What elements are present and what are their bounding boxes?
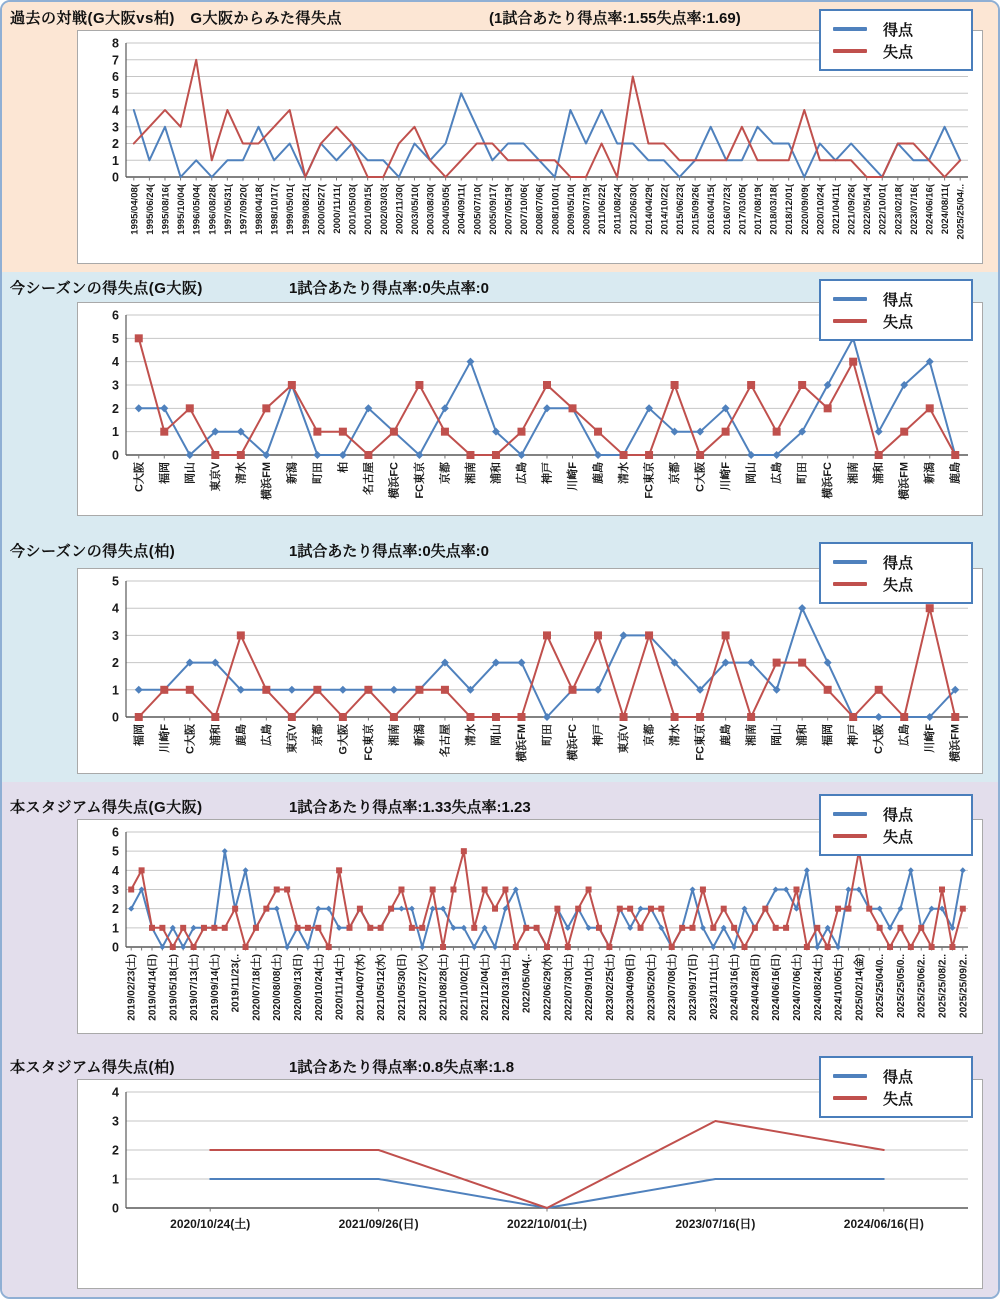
- svg-text:G大阪: G大阪: [337, 724, 350, 755]
- svg-text:2021/10/02(土): 2021/10/02(土): [459, 954, 471, 1021]
- legend-label-conceded: 失点: [883, 43, 914, 61]
- legend-item-scored: [833, 551, 961, 573]
- svg-text:2023/07/16(日): 2023/07/16(日): [675, 1217, 756, 1231]
- svg-text:2019/11/23(..: 2019/11/23(..: [230, 954, 242, 1013]
- svg-text:1: 1: [112, 921, 119, 936]
- svg-text:2022/10/01(土): 2022/10/01(土): [506, 1217, 588, 1231]
- svg-text:1: 1: [112, 683, 119, 698]
- svg-text:名古屋: 名古屋: [362, 462, 375, 495]
- svg-text:1999/05/01(: 1999/05/01(: [285, 184, 297, 235]
- svg-text:2024/08/11(: 2024/08/11(: [940, 184, 952, 235]
- legend: [819, 9, 973, 71]
- svg-text:2020/09/09(: 2020/09/09(: [799, 184, 811, 235]
- svg-text:2001/05/03(: 2001/05/03(: [347, 184, 359, 235]
- chart-title: 本スタジアム得失点(G大阪): [10, 799, 203, 816]
- svg-text:2004/09/11(: 2004/09/11(: [456, 184, 468, 235]
- svg-text:2025/25/05/0..: 2025/25/05/0..: [895, 954, 907, 1018]
- section-season-gosaka: [2, 272, 998, 524]
- svg-text:2014/04/29(: 2014/04/29(: [643, 184, 655, 235]
- svg-text:4: 4: [112, 355, 119, 370]
- svg-text:清水: 清水: [235, 462, 248, 484]
- legend-label-conceded: 失点: [883, 828, 914, 846]
- svg-text:清水: 清水: [464, 724, 477, 746]
- svg-text:2011/06/22(: 2011/06/22(: [597, 184, 609, 235]
- svg-text:2005/09/17(: 2005/09/17(: [487, 184, 499, 235]
- svg-text:2020/10/24(土): 2020/10/24(土): [313, 954, 325, 1021]
- svg-text:C大阪: C大阪: [873, 724, 886, 754]
- svg-text:岡山: 岡山: [184, 462, 197, 484]
- legend: [819, 542, 973, 604]
- svg-text:湘南: 湘南: [464, 462, 477, 484]
- svg-text:川崎F: 川崎F: [567, 462, 580, 491]
- svg-text:2024/10/05(土): 2024/10/05(土): [833, 954, 845, 1021]
- svg-text:2000/05/27(: 2000/05/27(: [316, 184, 328, 235]
- svg-text:2019/02/23(土): 2019/02/23(土): [126, 954, 138, 1021]
- svg-text:町田: 町田: [796, 462, 809, 484]
- svg-text:新潟: 新潟: [413, 724, 426, 746]
- svg-text:2017/03/05(: 2017/03/05(: [737, 184, 749, 235]
- svg-text:4: 4: [112, 1085, 119, 1100]
- svg-text:2007/10/06(: 2007/10/06(: [519, 184, 531, 235]
- svg-text:2015/06/23(: 2015/06/23(: [675, 184, 687, 235]
- svg-text:2003/05/10(: 2003/05/10(: [409, 184, 421, 235]
- svg-text:2021/05/30(日): 2021/05/30(日): [396, 954, 408, 1021]
- svg-text:1995/06/24(: 1995/06/24(: [144, 184, 156, 235]
- svg-text:2025/02/14(金): 2025/02/14(金): [854, 954, 866, 1021]
- chart-title: 今シーズンの得失点(G大阪): [10, 280, 203, 297]
- svg-text:2025/25/06/2..: 2025/25/06/2..: [916, 954, 928, 1018]
- svg-text:2000/11/11(: 2000/11/11(: [332, 184, 343, 234]
- legend-label-scored: 得点: [883, 806, 914, 824]
- svg-text:京都: 京都: [669, 462, 682, 484]
- svg-text:2022/03/19(土): 2022/03/19(土): [500, 954, 512, 1021]
- scored-line-swatch: [833, 812, 867, 816]
- svg-text:2014/10/22(: 2014/10/22(: [659, 184, 671, 235]
- section-season-kashiwa: [2, 524, 998, 782]
- svg-text:FC東京: FC東京: [362, 724, 375, 761]
- svg-text:2004/05/05(: 2004/05/05(: [441, 184, 453, 235]
- svg-text:2018/12/01(: 2018/12/01(: [784, 184, 796, 235]
- chart-title: 過去の対戦(G大阪vs柏) G大阪からみた得失点: [10, 10, 343, 27]
- svg-text:3: 3: [112, 883, 119, 897]
- legend-item-conceded: [833, 310, 961, 332]
- scored-line-swatch: [833, 1074, 867, 1078]
- svg-text:2020/07/18(土): 2020/07/18(土): [251, 954, 263, 1021]
- svg-text:2002/11/30(: 2002/11/30(: [394, 184, 406, 235]
- conceded-line-swatch: [833, 319, 867, 323]
- svg-text:0: 0: [112, 940, 119, 955]
- svg-text:2016/04/15(: 2016/04/15(: [706, 184, 718, 235]
- svg-text:2016/07/23(: 2016/07/23(: [721, 184, 733, 235]
- legend-item-scored: [833, 1065, 961, 1087]
- svg-text:FC東京: FC東京: [413, 462, 426, 499]
- section-past-matches: [2, 2, 998, 272]
- svg-text:2024/08/24(土): 2024/08/24(土): [812, 954, 824, 1021]
- svg-text:2008/07/06(: 2008/07/06(: [534, 184, 546, 235]
- legend: [819, 279, 973, 341]
- svg-text:0: 0: [112, 448, 119, 463]
- legend-item-conceded: [833, 825, 961, 847]
- svg-text:3: 3: [112, 628, 119, 643]
- scored-line-swatch: [833, 560, 867, 564]
- svg-text:2022/07/30(土): 2022/07/30(土): [563, 954, 575, 1021]
- svg-text:2021/04/07(水): 2021/04/07(水): [355, 954, 367, 1021]
- svg-text:2025/25/04/..: 2025/25/04/..: [955, 184, 967, 240]
- svg-text:広島: 広島: [898, 724, 911, 746]
- svg-text:横浜FM: 横浜FM: [515, 724, 528, 762]
- svg-text:横浜FM: 横浜FM: [949, 724, 962, 762]
- svg-text:2023/11/11(土): 2023/11/11(土): [708, 954, 720, 1020]
- legend-label-conceded: 失点: [883, 313, 914, 331]
- svg-text:2022/06/29(水): 2022/06/29(水): [542, 954, 554, 1021]
- svg-text:2022/05/04(..: 2022/05/04(..: [521, 954, 533, 1013]
- svg-text:鹿島: 鹿島: [592, 462, 605, 484]
- svg-text:2: 2: [112, 137, 119, 151]
- conceded-line-swatch: [833, 49, 867, 53]
- svg-text:2022/09/10(土): 2022/09/10(土): [584, 954, 596, 1021]
- svg-text:浦和: 浦和: [490, 462, 503, 484]
- svg-text:2020/09/13(日): 2020/09/13(日): [293, 954, 305, 1021]
- svg-text:湘南: 湘南: [745, 724, 758, 746]
- svg-text:1997/09/20(: 1997/09/20(: [238, 184, 250, 235]
- svg-text:2: 2: [112, 902, 119, 917]
- svg-text:C大阪: C大阪: [184, 724, 197, 754]
- svg-text:8: 8: [112, 36, 119, 51]
- svg-text:2023/02/25(土): 2023/02/25(土): [604, 954, 616, 1021]
- svg-text:2022/05/14(: 2022/05/14(: [862, 184, 874, 235]
- svg-text:2017/08/19(: 2017/08/19(: [753, 184, 764, 235]
- legend-item-conceded: [833, 40, 961, 62]
- svg-text:0: 0: [112, 710, 119, 725]
- svg-text:横浜FM: 横浜FM: [260, 462, 273, 500]
- svg-text:京都: 京都: [643, 724, 656, 746]
- svg-text:3: 3: [112, 120, 119, 135]
- svg-text:2023/04/09(日): 2023/04/09(日): [625, 954, 637, 1021]
- svg-text:福岡: 福岡: [133, 724, 146, 746]
- svg-text:新潟: 新潟: [924, 462, 937, 484]
- svg-text:2: 2: [112, 1143, 119, 1158]
- svg-text:C大阪: C大阪: [133, 462, 146, 492]
- svg-text:湘南: 湘南: [847, 462, 860, 484]
- svg-text:1996/05/04(: 1996/05/04(: [191, 184, 203, 235]
- svg-text:2021/09/26(日): 2021/09/26(日): [338, 1217, 419, 1231]
- svg-text:岡山: 岡山: [771, 724, 784, 746]
- scored-line-swatch: [833, 27, 867, 31]
- svg-text:2020/10/24(: 2020/10/24(: [815, 184, 827, 235]
- rate-text: 1試合あたり得点率:0失点率:0: [289, 543, 490, 560]
- svg-text:2005/07/10(: 2005/07/10(: [472, 184, 484, 235]
- scored-line-swatch: [833, 297, 867, 301]
- svg-text:5: 5: [112, 574, 119, 589]
- svg-text:神戸: 神戸: [541, 462, 554, 484]
- svg-text:FC東京: FC東京: [643, 462, 656, 499]
- svg-text:2023/02/18(: 2023/02/18(: [893, 184, 905, 235]
- svg-text:4: 4: [112, 601, 119, 616]
- svg-text:鹿島: 鹿島: [720, 724, 733, 746]
- conceded-line-swatch: [833, 582, 867, 586]
- svg-text:2007/05/19(: 2007/05/19(: [503, 184, 515, 235]
- svg-text:岡山: 岡山: [745, 462, 758, 484]
- rate-text: 1試合あたり得点率:0失点率:0: [289, 280, 490, 297]
- svg-text:2020/11/14(土): 2020/11/14(土): [334, 954, 346, 1021]
- svg-text:2018/03/18(: 2018/03/18(: [768, 184, 780, 235]
- svg-text:2023/05/20(土): 2023/05/20(土): [646, 954, 658, 1021]
- svg-text:柏: 柏: [337, 462, 350, 473]
- svg-text:2021/04/11(: 2021/04/11(: [830, 184, 842, 235]
- svg-text:2015/09/26(: 2015/09/26(: [690, 184, 702, 235]
- legend: [819, 1056, 973, 1118]
- legend-label-conceded: 失点: [883, 576, 914, 594]
- svg-text:1: 1: [112, 1172, 119, 1187]
- svg-text:2021/05/12(水): 2021/05/12(水): [376, 954, 388, 1021]
- svg-text:浦和: 浦和: [796, 724, 809, 746]
- svg-text:浦和: 浦和: [209, 724, 222, 746]
- svg-text:1998/10/17(: 1998/10/17(: [269, 184, 281, 235]
- svg-text:2019/04/14(日): 2019/04/14(日): [147, 954, 159, 1021]
- svg-text:2024/06/16(日): 2024/06/16(日): [843, 1217, 924, 1231]
- svg-text:2023/07/16(: 2023/07/16(: [908, 184, 920, 235]
- svg-text:2023/07/08(土): 2023/07/08(土): [667, 954, 679, 1021]
- svg-text:2021/09/26(: 2021/09/26(: [846, 184, 858, 235]
- svg-text:1: 1: [112, 153, 119, 168]
- svg-text:2009/05/10(: 2009/05/10(: [565, 184, 577, 235]
- svg-text:新潟: 新潟: [286, 462, 299, 484]
- svg-text:2024/04/28(日): 2024/04/28(日): [750, 954, 762, 1021]
- legend-label-scored: 得点: [883, 21, 914, 39]
- svg-text:京都: 京都: [439, 462, 452, 484]
- svg-text:2025/25/09/2..: 2025/25/09/2..: [958, 954, 970, 1018]
- legend-item-scored: [833, 803, 961, 825]
- svg-text:鹿島: 鹿島: [949, 462, 962, 484]
- svg-text:鹿島: 鹿島: [235, 724, 248, 746]
- svg-text:6: 6: [112, 70, 119, 84]
- svg-text:広島: 広島: [771, 462, 784, 484]
- svg-text:2: 2: [112, 656, 119, 671]
- conceded-line-swatch: [833, 834, 867, 838]
- legend-item-conceded: [833, 573, 961, 595]
- svg-text:5: 5: [112, 86, 119, 101]
- legend-label-scored: 得点: [883, 554, 914, 572]
- svg-text:2003/08/30(: 2003/08/30(: [425, 184, 437, 235]
- legend-label-scored: 得点: [883, 291, 914, 309]
- svg-text:3: 3: [112, 378, 119, 393]
- svg-text:2019/07/13(土): 2019/07/13(土): [189, 954, 201, 1021]
- svg-text:1998/04/18(: 1998/04/18(: [254, 184, 266, 235]
- svg-text:東京V: 東京V: [209, 462, 222, 492]
- svg-text:7: 7: [112, 53, 119, 68]
- svg-text:福岡: 福岡: [158, 462, 171, 484]
- svg-text:川崎F: 川崎F: [924, 724, 937, 753]
- section-stadium-kashiwa: [2, 1042, 998, 1297]
- svg-text:2009/07/19(: 2009/07/19(: [581, 184, 593, 235]
- svg-text:2022/10/01(: 2022/10/01(: [877, 184, 889, 235]
- svg-text:横浜FC: 横浜FC: [822, 462, 835, 499]
- svg-text:2021/07/27(火): 2021/07/27(火): [417, 954, 429, 1021]
- legend-label-scored: 得点: [883, 1068, 914, 1086]
- svg-text:1996/08/28(: 1996/08/28(: [207, 184, 219, 235]
- svg-text:福岡: 福岡: [822, 724, 835, 746]
- svg-text:0: 0: [112, 1201, 119, 1216]
- rate-text: (1試合あたり得点率:1.55失点率:1.69): [489, 10, 741, 27]
- svg-text:4: 4: [112, 863, 119, 878]
- svg-text:1997/05/31(: 1997/05/31(: [222, 184, 234, 235]
- svg-text:2024/06/16(日): 2024/06/16(日): [771, 954, 783, 1021]
- svg-text:2008/10/01(: 2008/10/01(: [550, 184, 562, 235]
- svg-text:2024/06/16(: 2024/06/16(: [924, 184, 936, 235]
- legend-item-conceded: [833, 1087, 961, 1109]
- svg-text:2: 2: [112, 401, 119, 416]
- svg-text:2024/03/16(土): 2024/03/16(土): [729, 954, 741, 1021]
- svg-text:3: 3: [112, 1114, 119, 1129]
- svg-text:広島: 広島: [515, 462, 528, 484]
- svg-text:1995/10/04(: 1995/10/04(: [176, 184, 188, 235]
- legend-item-scored: [833, 288, 961, 310]
- chart-title: 今シーズンの得失点(柏): [10, 543, 176, 560]
- svg-text:浦和: 浦和: [873, 462, 886, 484]
- legend: [819, 794, 973, 856]
- conceded-line-swatch: [833, 1096, 867, 1100]
- svg-text:町田: 町田: [541, 724, 554, 746]
- svg-text:2023/09/17(日): 2023/09/17(日): [688, 954, 700, 1021]
- svg-text:2019/05/18(土): 2019/05/18(土): [168, 954, 180, 1021]
- svg-text:2020/08/08(土): 2020/08/08(土): [272, 954, 284, 1021]
- section-stadium-gosaka: [2, 782, 998, 1042]
- svg-text:6: 6: [112, 825, 119, 840]
- svg-text:2021/12/04(土): 2021/12/04(土): [480, 954, 492, 1021]
- svg-text:横浜FC: 横浜FC: [388, 462, 401, 499]
- svg-text:6: 6: [112, 308, 119, 323]
- legend-item-scored: [833, 18, 961, 40]
- svg-text:清水: 清水: [618, 462, 631, 484]
- svg-text:2012/06/30(: 2012/06/30(: [628, 184, 640, 235]
- svg-text:4: 4: [112, 103, 119, 118]
- svg-text:2024/07/06(土): 2024/07/06(土): [791, 954, 803, 1021]
- svg-text:1999/08/21(: 1999/08/21(: [300, 184, 312, 235]
- svg-text:東京V: 東京V: [618, 724, 631, 754]
- legend-label-conceded: 失点: [883, 1090, 914, 1108]
- svg-text:5: 5: [112, 331, 119, 346]
- svg-text:東京V: 東京V: [286, 724, 299, 754]
- svg-text:0: 0: [112, 170, 119, 185]
- svg-text:名古屋: 名古屋: [439, 724, 452, 757]
- svg-text:広島: 広島: [260, 724, 273, 746]
- svg-text:5: 5: [112, 844, 119, 859]
- svg-text:2011/08/24(: 2011/08/24(: [612, 184, 624, 235]
- svg-text:横浜FC: 横浜FC: [567, 724, 580, 761]
- svg-text:FC東京: FC東京: [694, 724, 707, 761]
- svg-text:2021/08/28(土): 2021/08/28(土): [438, 954, 450, 1021]
- svg-text:2025/25/08/2..: 2025/25/08/2..: [937, 954, 949, 1018]
- chart-title: 本スタジアム得失点(柏): [10, 1059, 175, 1076]
- svg-text:2020/10/24(土): 2020/10/24(土): [170, 1217, 251, 1231]
- rate-text: 1試合あたり得点率:0.8失点率:1.8: [289, 1059, 515, 1076]
- svg-text:町田: 町田: [311, 462, 324, 484]
- svg-text:川崎F: 川崎F: [158, 724, 171, 753]
- svg-text:2001/09/15(: 2001/09/15(: [363, 184, 375, 235]
- svg-text:湘南: 湘南: [388, 724, 401, 746]
- svg-text:1995/08/16(: 1995/08/16(: [160, 184, 172, 235]
- svg-text:2019/09/14(土): 2019/09/14(土): [209, 954, 221, 1021]
- svg-text:横浜FM: 横浜FM: [898, 462, 911, 500]
- svg-text:清水: 清水: [669, 724, 682, 746]
- svg-text:1995/04/08(: 1995/04/08(: [129, 184, 141, 235]
- svg-text:京都: 京都: [311, 724, 324, 746]
- svg-text:神戸: 神戸: [847, 724, 860, 746]
- svg-text:岡山: 岡山: [490, 724, 503, 746]
- rate-text: 1試合あたり得点率:1.33失点率:1.23: [289, 799, 531, 816]
- svg-text:C大阪: C大阪: [694, 462, 707, 492]
- svg-text:神戸: 神戸: [592, 724, 605, 746]
- svg-text:1: 1: [112, 425, 119, 440]
- svg-text:2025/25/04/0..: 2025/25/04/0..: [875, 954, 887, 1018]
- svg-text:2002/03/03(: 2002/03/03(: [378, 184, 390, 235]
- svg-text:川崎F: 川崎F: [720, 462, 733, 491]
